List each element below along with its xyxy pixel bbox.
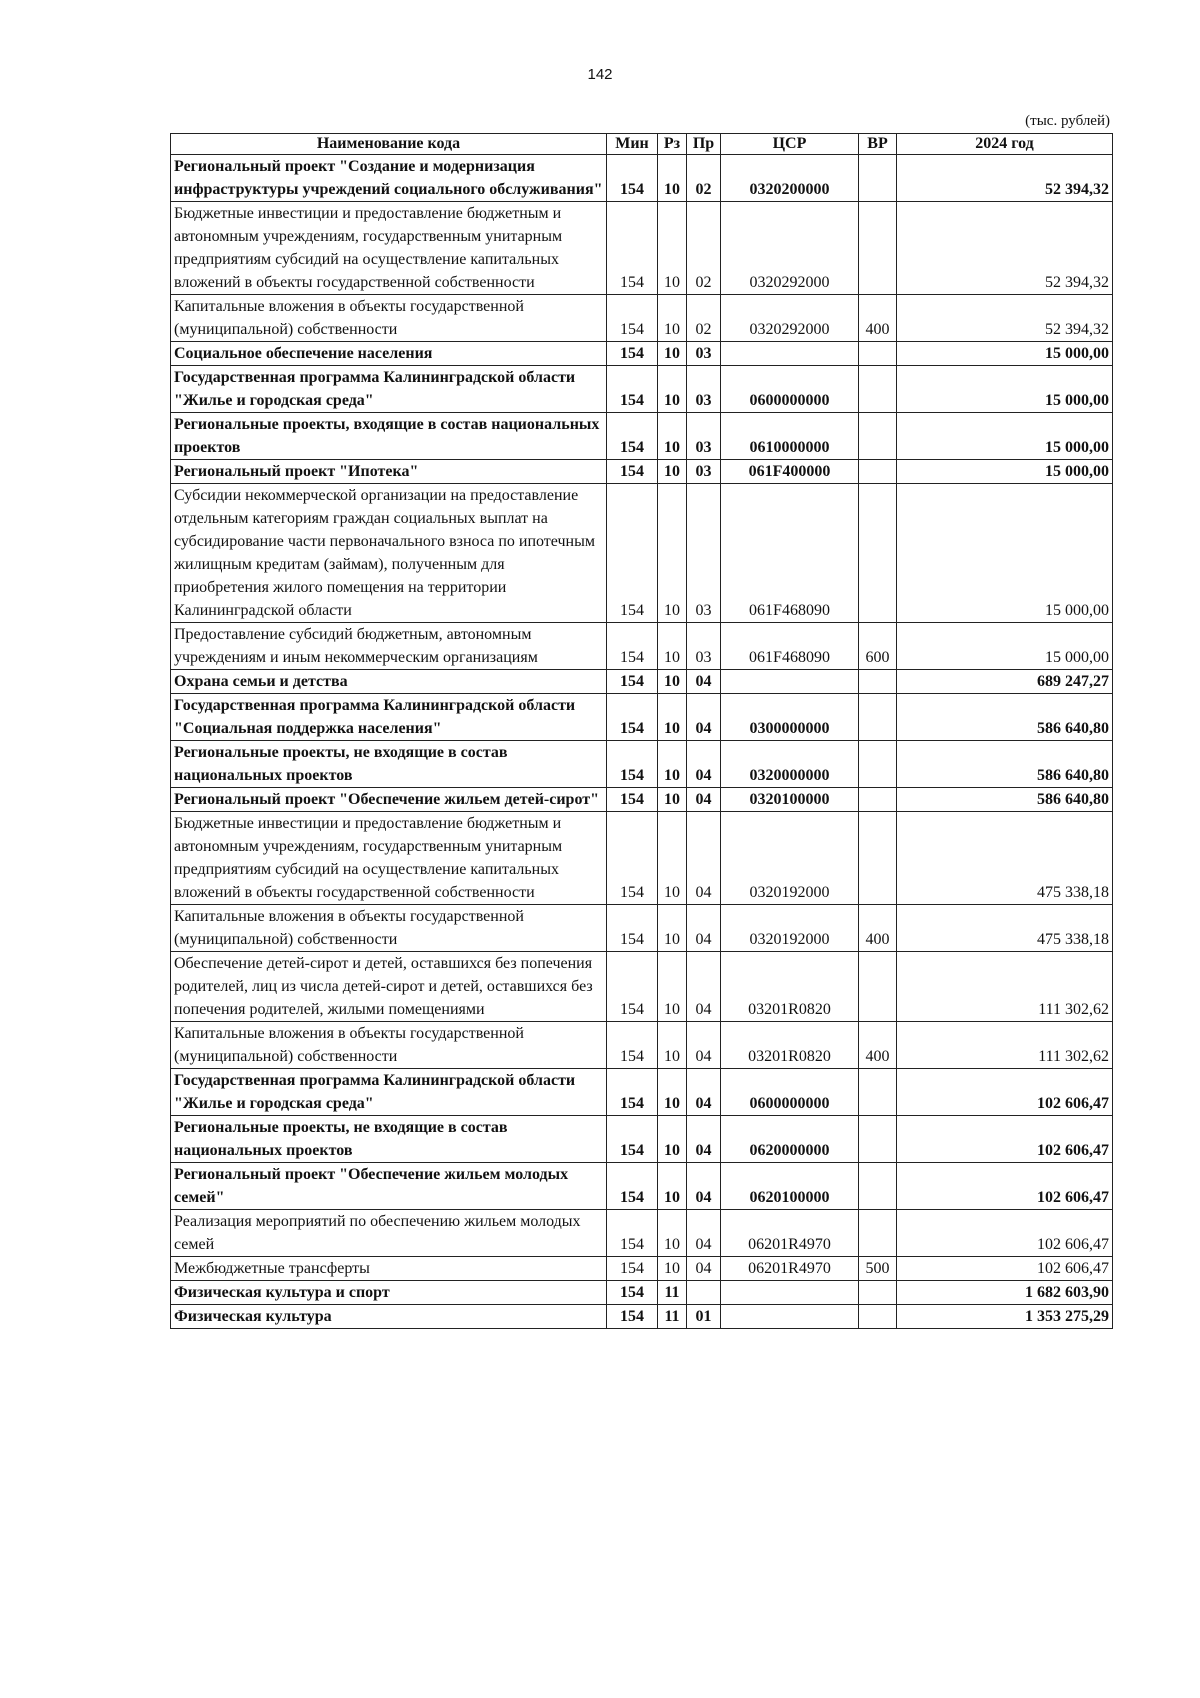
cell-rz: 10 <box>658 342 687 366</box>
cell-vr <box>859 460 897 484</box>
cell-vr <box>859 1281 897 1305</box>
table-body <box>171 155 1113 1329</box>
cell-amount: 689 247,27 <box>897 670 1113 694</box>
cell-rz: 10 <box>658 1163 687 1210</box>
cell-pr: 04 <box>687 905 721 952</box>
cell-name: Предоставление субсидий бюджетным, автономным учреждениям и иным некоммерческим организациям <box>171 623 607 670</box>
cell-min: 154 <box>607 741 658 788</box>
cell-vr <box>859 741 897 788</box>
table-row <box>171 1022 1113 1069</box>
cell-vr <box>859 694 897 741</box>
cell-rz: 10 <box>658 413 687 460</box>
cell-rz: 10 <box>658 295 687 342</box>
cell-amount: 1 682 603,90 <box>897 1281 1113 1305</box>
cell-rz: 10 <box>658 1210 687 1257</box>
cell-amount: 102 606,47 <box>897 1116 1113 1163</box>
cell-rz: 10 <box>658 202 687 295</box>
cell-rz: 10 <box>658 1116 687 1163</box>
cell-vr <box>859 1116 897 1163</box>
table-row <box>171 1116 1113 1163</box>
table-row <box>171 741 1113 788</box>
header-rz: Рз <box>658 134 687 155</box>
cell-csr: 03201R0820 <box>721 1022 859 1069</box>
cell-min: 154 <box>607 1069 658 1116</box>
cell-vr <box>859 812 897 905</box>
cell-vr <box>859 202 897 295</box>
table-row <box>171 460 1113 484</box>
cell-pr: 03 <box>687 460 721 484</box>
cell-csr: 0320292000 <box>721 202 859 295</box>
cell-vr <box>859 1163 897 1210</box>
cell-vr <box>859 484 897 623</box>
table-row <box>171 788 1113 812</box>
cell-min: 154 <box>607 812 658 905</box>
cell-rz: 10 <box>658 741 687 788</box>
cell-csr: 06201R4970 <box>721 1257 859 1281</box>
cell-name: Бюджетные инвестиции и предоставление бюджетным и автономным учреждениям, государственным унитарным предприятиям субсидий на осуществление капитальных вложений в объекты государственной собственности <box>171 812 607 905</box>
cell-pr: 04 <box>687 1257 721 1281</box>
cell-csr: 0320200000 <box>721 155 859 202</box>
cell-rz: 10 <box>658 694 687 741</box>
cell-rz: 10 <box>658 484 687 623</box>
cell-rz: 10 <box>658 1022 687 1069</box>
cell-vr <box>859 1069 897 1116</box>
cell-rz: 10 <box>658 155 687 202</box>
cell-min: 154 <box>607 623 658 670</box>
cell-csr: 0320000000 <box>721 741 859 788</box>
cell-name: Межбюджетные трансферты <box>171 1257 607 1281</box>
cell-name: Региональный проект "Обеспечение жильем детей-сирот" <box>171 788 607 812</box>
cell-amount: 15 000,00 <box>897 413 1113 460</box>
header-year: 2024 год <box>897 134 1113 155</box>
cell-vr <box>859 1210 897 1257</box>
cell-name: Капитальные вложения в объекты государственной (муниципальной) собственности <box>171 295 607 342</box>
cell-vr: 600 <box>859 623 897 670</box>
cell-name: Региональный проект "Обеспечение жильем молодых семей" <box>171 1163 607 1210</box>
cell-rz: 11 <box>658 1305 687 1329</box>
cell-amount: 102 606,47 <box>897 1069 1113 1116</box>
cell-name: Социальное обеспечение населения <box>171 342 607 366</box>
cell-vr: 400 <box>859 1022 897 1069</box>
cell-pr: 02 <box>687 202 721 295</box>
cell-pr: 04 <box>687 788 721 812</box>
cell-pr: 03 <box>687 623 721 670</box>
cell-min: 154 <box>607 788 658 812</box>
cell-rz: 10 <box>658 460 687 484</box>
cell-min: 154 <box>607 1163 658 1210</box>
cell-min: 154 <box>607 202 658 295</box>
table-row <box>171 295 1113 342</box>
table-row <box>171 694 1113 741</box>
units-label: (тыс. рублей) <box>1025 113 1110 129</box>
cell-amount: 52 394,32 <box>897 295 1113 342</box>
cell-name: Капитальные вложения в объекты государственной (муниципальной) собственности <box>171 1022 607 1069</box>
table-row <box>171 905 1113 952</box>
header-csr: ЦСР <box>721 134 859 155</box>
cell-amount: 475 338,18 <box>897 812 1113 905</box>
cell-csr: 0320192000 <box>721 905 859 952</box>
cell-csr: 061F400000 <box>721 460 859 484</box>
cell-min: 154 <box>607 1257 658 1281</box>
cell-pr <box>687 1281 721 1305</box>
cell-amount: 52 394,32 <box>897 155 1113 202</box>
cell-name: Охрана семьи и детства <box>171 670 607 694</box>
cell-csr: 06201R4970 <box>721 1210 859 1257</box>
cell-name: Государственная программа Калининградской области "Жилье и городская среда" <box>171 366 607 413</box>
cell-vr: 400 <box>859 295 897 342</box>
table-row <box>171 1069 1113 1116</box>
cell-amount: 15 000,00 <box>897 484 1113 623</box>
cell-rz: 10 <box>658 1069 687 1116</box>
cell-pr: 04 <box>687 1022 721 1069</box>
cell-name: Физическая культура и спорт <box>171 1281 607 1305</box>
cell-min: 154 <box>607 295 658 342</box>
cell-name: Региональный проект "Создание и модернизация инфраструктуры учреждений социального обслуживания" <box>171 155 607 202</box>
cell-amount: 15 000,00 <box>897 460 1113 484</box>
cell-vr: 400 <box>859 905 897 952</box>
cell-csr <box>721 1281 859 1305</box>
table-row <box>171 202 1113 295</box>
table-row <box>171 670 1113 694</box>
cell-csr: 0320100000 <box>721 788 859 812</box>
cell-name: Государственная программа Калининградской области "Жилье и городская среда" <box>171 1069 607 1116</box>
cell-rz: 10 <box>658 670 687 694</box>
cell-min: 154 <box>607 1281 658 1305</box>
cell-csr: 0320292000 <box>721 295 859 342</box>
table-row <box>171 342 1113 366</box>
cell-csr <box>721 342 859 366</box>
table-row <box>171 623 1113 670</box>
cell-vr <box>859 670 897 694</box>
cell-amount: 586 640,80 <box>897 788 1113 812</box>
cell-amount: 15 000,00 <box>897 366 1113 413</box>
cell-amount: 52 394,32 <box>897 202 1113 295</box>
cell-min: 154 <box>607 155 658 202</box>
cell-amount: 586 640,80 <box>897 741 1113 788</box>
cell-pr: 01 <box>687 1305 721 1329</box>
table-row <box>171 952 1113 1022</box>
cell-csr: 0620100000 <box>721 1163 859 1210</box>
header-vr: ВР <box>859 134 897 155</box>
table-row <box>171 413 1113 460</box>
cell-amount: 102 606,47 <box>897 1163 1113 1210</box>
table-row <box>171 484 1113 623</box>
cell-name: Региональные проекты, входящие в состав национальных проектов <box>171 413 607 460</box>
cell-vr <box>859 1305 897 1329</box>
cell-min: 154 <box>607 460 658 484</box>
cell-pr: 03 <box>687 366 721 413</box>
cell-vr <box>859 952 897 1022</box>
cell-min: 154 <box>607 694 658 741</box>
cell-pr: 04 <box>687 1069 721 1116</box>
table-row <box>171 155 1113 202</box>
table-row <box>171 812 1113 905</box>
cell-pr: 04 <box>687 1116 721 1163</box>
cell-name: Реализация мероприятий по обеспечению жильем молодых семей <box>171 1210 607 1257</box>
table-row <box>171 1210 1113 1257</box>
cell-amount: 15 000,00 <box>897 342 1113 366</box>
cell-csr <box>721 670 859 694</box>
header-name: Наименование кода <box>171 134 607 155</box>
cell-csr <box>721 1305 859 1329</box>
cell-name: Государственная программа Калининградской области "Социальная поддержка населения" <box>171 694 607 741</box>
cell-pr: 04 <box>687 670 721 694</box>
cell-pr: 04 <box>687 694 721 741</box>
cell-name: Региональные проекты, не входящие в состав национальных проектов <box>171 741 607 788</box>
cell-rz: 10 <box>658 812 687 905</box>
cell-rz: 10 <box>658 905 687 952</box>
cell-csr: 0610000000 <box>721 413 859 460</box>
cell-pr: 03 <box>687 413 721 460</box>
cell-amount: 475 338,18 <box>897 905 1113 952</box>
cell-min: 154 <box>607 1305 658 1329</box>
cell-csr: 0620000000 <box>721 1116 859 1163</box>
cell-pr: 03 <box>687 342 721 366</box>
cell-min: 154 <box>607 1116 658 1163</box>
cell-min: 154 <box>607 342 658 366</box>
cell-rz: 11 <box>658 1281 687 1305</box>
cell-name: Субсидии некоммерческой организации на предоставление отдельным категориям граждан социальных выплат на субсидирование части первоначального взноса по ипотечным жилищным кредитам (займам), полученным для приобретения жилого помещения на территории Калининградской области <box>171 484 607 623</box>
cell-csr: 061F468090 <box>721 623 859 670</box>
cell-pr: 02 <box>687 295 721 342</box>
cell-pr: 02 <box>687 155 721 202</box>
cell-pr: 04 <box>687 1163 721 1210</box>
cell-amount: 1 353 275,29 <box>897 1305 1113 1329</box>
cell-csr: 0600000000 <box>721 1069 859 1116</box>
table-header-row <box>171 134 1113 155</box>
cell-min: 154 <box>607 484 658 623</box>
cell-rz: 10 <box>658 788 687 812</box>
page-number: 142 <box>587 66 613 83</box>
cell-amount: 102 606,47 <box>897 1210 1113 1257</box>
cell-name: Физическая культура <box>171 1305 607 1329</box>
cell-pr: 04 <box>687 812 721 905</box>
cell-min: 154 <box>607 1210 658 1257</box>
table-row <box>171 366 1113 413</box>
cell-min: 154 <box>607 1022 658 1069</box>
cell-vr <box>859 366 897 413</box>
cell-name: Обеспечение детей-сирот и детей, оставшихся без попечения родителей, лиц из числа детей-сирот и детей, оставшихся без попечения родителей, жилыми помещениями <box>171 952 607 1022</box>
cell-amount: 102 606,47 <box>897 1257 1113 1281</box>
cell-pr: 04 <box>687 741 721 788</box>
table-row <box>171 1305 1113 1329</box>
cell-name: Региональный проект "Ипотека" <box>171 460 607 484</box>
cell-min: 154 <box>607 670 658 694</box>
cell-min: 154 <box>607 952 658 1022</box>
cell-min: 154 <box>607 366 658 413</box>
cell-vr <box>859 155 897 202</box>
cell-csr: 03201R0820 <box>721 952 859 1022</box>
cell-vr <box>859 342 897 366</box>
table-row <box>171 1257 1113 1281</box>
cell-pr: 04 <box>687 952 721 1022</box>
cell-amount: 586 640,80 <box>897 694 1113 741</box>
cell-amount: 15 000,00 <box>897 623 1113 670</box>
header-pr: Пр <box>687 134 721 155</box>
cell-name: Капитальные вложения в объекты государственной (муниципальной) собственности <box>171 905 607 952</box>
cell-min: 154 <box>607 905 658 952</box>
cell-pr: 03 <box>687 484 721 623</box>
cell-csr: 0300000000 <box>721 694 859 741</box>
cell-vr <box>859 788 897 812</box>
cell-rz: 10 <box>658 1257 687 1281</box>
cell-amount: 111 302,62 <box>897 1022 1113 1069</box>
cell-name: Бюджетные инвестиции и предоставление бюджетным и автономным учреждениям, государственным унитарным предприятиям субсидий на осуществление капитальных вложений в объекты государственной собственности <box>171 202 607 295</box>
cell-rz: 10 <box>658 366 687 413</box>
budget-table <box>170 133 1113 1329</box>
table-row <box>171 1163 1113 1210</box>
cell-csr: 0320192000 <box>721 812 859 905</box>
cell-rz: 10 <box>658 623 687 670</box>
cell-name: Региональные проекты, не входящие в состав национальных проектов <box>171 1116 607 1163</box>
cell-vr <box>859 413 897 460</box>
cell-rz: 10 <box>658 952 687 1022</box>
table-row <box>171 1281 1113 1305</box>
cell-csr: 0600000000 <box>721 366 859 413</box>
cell-pr: 04 <box>687 1210 721 1257</box>
cell-csr: 061F468090 <box>721 484 859 623</box>
header-min: Мин <box>607 134 658 155</box>
cell-amount: 111 302,62 <box>897 952 1113 1022</box>
cell-vr: 500 <box>859 1257 897 1281</box>
cell-min: 154 <box>607 413 658 460</box>
